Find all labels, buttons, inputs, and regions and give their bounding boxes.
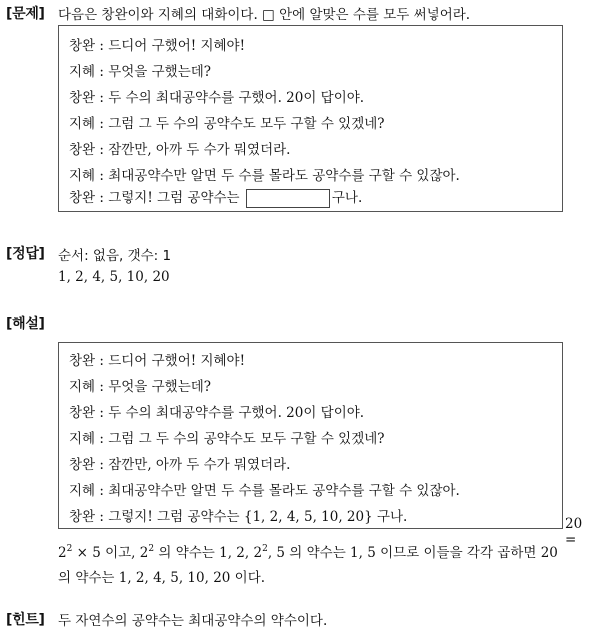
dialogue-line: 창완 : 드디어 구했어! 지혜야!	[69, 353, 246, 369]
dialogue-line: 창완 : 두 수의 최대공약수를 구했어. 20이 답이야.	[69, 405, 365, 421]
answer-blank-box[interactable]	[246, 189, 330, 208]
answer-label: [정답]	[6, 246, 45, 262]
answer-meta: 순서: 없음, 갯수: 1	[58, 248, 172, 264]
problem-label: [문제]	[6, 6, 45, 22]
solution-explain-line1: $2^2 \times 5$ 이고, $2^2$ 의 약수는 1, 2, $2^2$, 5 의 약수는 1, 5 이므로 이들을 각각 곱하면 20	[58, 544, 558, 561]
problem-dialogue-box	[58, 25, 563, 212]
dialogue-line: 창완 : 두 수의 최대공약수를 구했어. 20이 답이야.	[69, 90, 365, 106]
dialogue-line: 창완 : 드디어 구했어! 지혜야!	[69, 38, 246, 54]
solution-explain-line2: 의 약수는 1, 2, 4, 5, 10, 20 이다.	[58, 570, 266, 586]
dialogue-line: 창완 : 잠깐만, 아까 두 수가 뭐였더라.	[69, 457, 291, 473]
dialogue-line: 지혜 : 그럼 그 두 수의 공약수도 모두 구할 수 있겠네?	[69, 116, 385, 132]
solution-dialogue-box	[58, 342, 563, 529]
dialogue-line: 창완 : 잠깐만, 아까 두 수가 뭐였더라.	[69, 142, 291, 158]
hint-text: 두 자연수의 공약수는 최대공약수의 약수이다.	[58, 613, 328, 629]
dialogue-line: 지혜 : 최대공약수만 알면 두 수를 몰라도 공약수를 구할 수 있잖아.	[69, 483, 460, 499]
dialogue-line: 지혜 : 최대공약수만 알면 두 수를 몰라도 공약수를 구할 수 있잖아.	[69, 168, 460, 184]
problem-prompt: 다음은 창완이와 지혜의 대화이다. □ 안에 알맞은 수를 모두 써넣어라.	[58, 7, 471, 23]
dialogue-line: 지혜 : 그럼 그 두 수의 공약수도 모두 구할 수 있겠네?	[69, 431, 385, 447]
dialogue-line-last: 창완 : 그렇지! 그럼 공약수는 구나.	[69, 190, 363, 206]
solution-trail: 20 =	[565, 516, 583, 548]
dialogue-line: 창완 : 그렇지! 그럼 공약수는 {1, 2, 4, 5, 10, 20} 구나.	[69, 509, 408, 525]
dialogue-line: 지혜 : 무엇을 구했는데?	[69, 64, 212, 80]
solution-label: [해설]	[6, 316, 45, 332]
answer-value: 1, 2, 4, 5, 10, 20	[58, 269, 170, 285]
hint-label: [힌트]	[6, 612, 45, 628]
dialogue-line: 지혜 : 무엇을 구했는데?	[69, 379, 212, 395]
